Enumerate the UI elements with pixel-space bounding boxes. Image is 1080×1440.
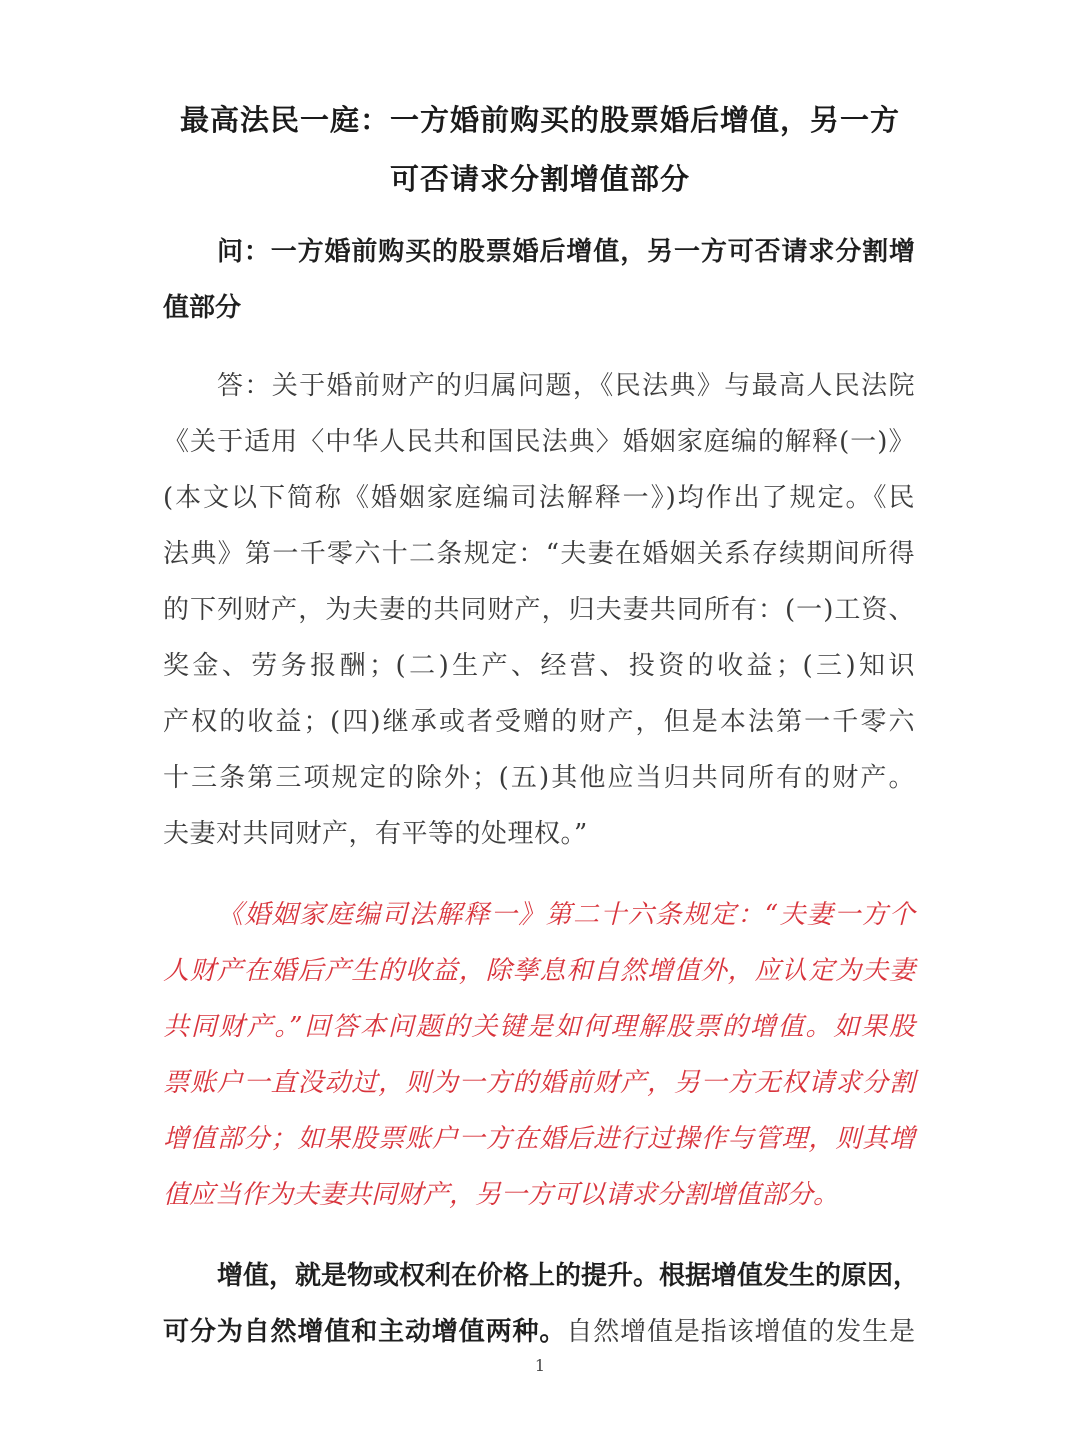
question-line: 问：一方婚前购买的股票婚后增值，另一方可否请求分割增	[217, 237, 915, 267]
final-line: 增值，就是物或权利在价格上的提升。根据增值发生的原因，	[217, 1261, 920, 1291]
document-title-line-2: 可否请求分割增值部分	[389, 162, 690, 196]
highlight-line: 共同财产。”回答本问题的关键是如何理解股票的增值。如果股	[163, 1012, 915, 1042]
final-line	[163, 1312, 915, 1352]
question-line: 值部分	[163, 293, 242, 323]
answer-line: 《关于适用〈中华人民共和国民法典〉婚姻家庭编的解释(一)》	[163, 427, 915, 457]
highlight-line: 《婚姻家庭编司法解释一》第二十六条规定：“夫妻一方个	[217, 900, 915, 930]
page-number: 1	[534, 1356, 546, 1375]
highlight-line: 人财产在婚后产生的收益，除孳息和自然增值外，应认定为夫妻	[163, 956, 915, 986]
highlight-line: 值应当作为夫妻共同财产，另一方可以请求分割增值部分。	[163, 1180, 840, 1210]
highlight-line: 增值部分；如果股票账户一方在婚后进行过操作与管理，则其增	[163, 1124, 915, 1154]
answer-line: 的下列财产，为夫妻的共同财产，归夫妻共同所有：(一)工资、	[163, 595, 915, 625]
highlight-line: 票账户一直没动过，则为一方的婚前财产，另一方无权请求分割	[163, 1068, 915, 1098]
final-line-normal: 自然增值是指该增值的发生是	[566, 1317, 915, 1347]
answer-line: 法典》第一千零六十二条规定：“夫妻在婚姻关系存续期间所得	[163, 539, 915, 569]
answer-line: (本文以下简称《婚姻家庭编司法解释一》)均作出了规定。《民	[163, 483, 915, 513]
final-line-bold: 可分为自然增值和主动增值两种。	[163, 1317, 567, 1347]
answer-line: 答：关于婚前财产的归属问题，《民法典》与最高人民法院	[217, 371, 915, 401]
document-title-line-1: 最高法民一庭：一方婚前购买的股票婚后增值，另一方	[179, 103, 900, 137]
answer-line: 产权的收益；(四)继承或者受赠的财产，但是本法第一千零六	[163, 707, 915, 737]
answer-line: 奖金、劳务报酬；(二)生产、经营、投资的收益；(三)知识	[163, 651, 915, 681]
answer-line: 十三条第三项规定的除外；(五)其他应当归共同所有的财产。	[163, 763, 915, 793]
answer-line: 夫妻对共同财产，有平等的处理权。”	[163, 819, 588, 849]
